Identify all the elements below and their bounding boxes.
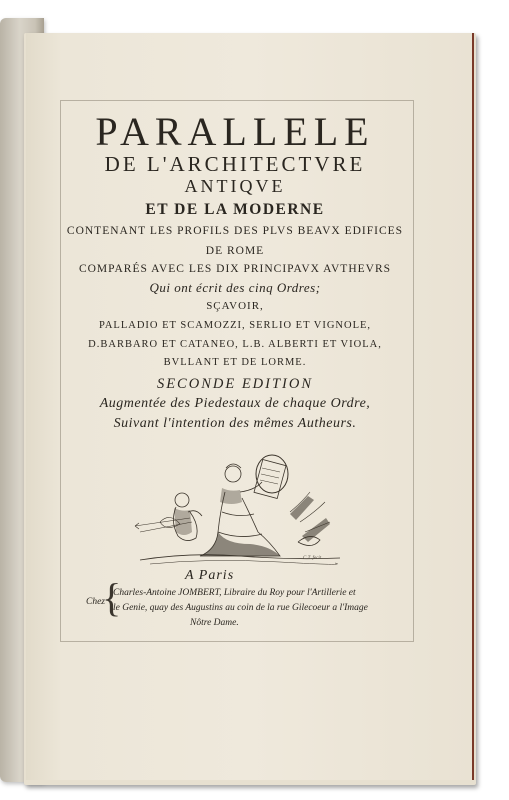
- imprint-line-2: le Genie, quay des Augustins au coin de la rue Gilecoeur a l'Image: [113, 603, 368, 613]
- engraved-vignette: [130, 452, 350, 570]
- authors-line-3: BVLLANT ET DE LORME.: [163, 357, 307, 368]
- title-line-3: ANTIQVE: [184, 176, 286, 196]
- title-line-9: SÇAVOIR,: [206, 300, 264, 312]
- title-line-4: ET DE LA MODERNE: [145, 201, 325, 218]
- imprint-place: A Paris: [185, 568, 235, 583]
- edition-note-1: Augmentée des Piedestaux de chaque Ordre,: [99, 396, 371, 411]
- brace-icon: {: [102, 575, 122, 620]
- title-line-7: COMPARÉS AVEC LES DIX PRINCIPAVX AVTHEVRS: [78, 263, 392, 275]
- engraver-signature: C.T. fecit: [303, 556, 322, 561]
- imprint-line-3: Nôtre Dame.: [190, 618, 239, 628]
- title-line-2: DE L'ARCHITECTVRE: [104, 152, 366, 176]
- edition-label: SECONDE EDITION: [156, 376, 314, 392]
- authors-line-2: D.BARBARO ET CATANEO, L.B. ALBERTI ET VIOLA,: [88, 339, 382, 350]
- imprint-line-1: Charles-Antoine JOMBERT, Libraire du Roy pour l'Artillerie et: [113, 588, 356, 598]
- imprint-chez: Chez: [86, 597, 105, 607]
- title-line-6: DE ROME: [205, 245, 265, 257]
- page-title: PARALLELE: [95, 109, 375, 154]
- title-line-8: Qui ont écrit des cinq Ordres;: [149, 280, 321, 295]
- title-line-5: CONTENANT LES PROFILS DES PLVS BEAVX EDIFICES: [66, 225, 404, 237]
- authors-line-1: PALLADIO ET SCAMOZZI, SERLIO ET VIGNOLE,: [98, 320, 372, 331]
- edition-note-2: Suivant l'intention des mêmes Autheurs.: [113, 416, 357, 431]
